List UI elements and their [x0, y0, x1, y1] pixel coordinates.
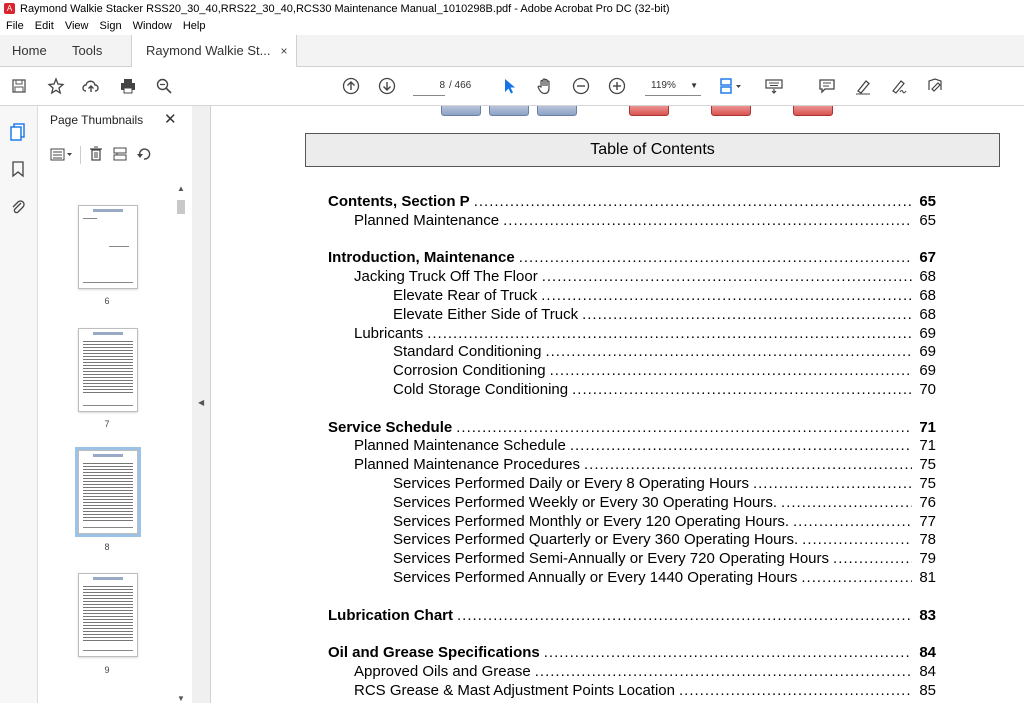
acrobat-icon: A — [4, 3, 15, 14]
toc-entry-page: 69 — [919, 343, 936, 361]
thumbnail-page-9[interactable] — [78, 573, 138, 657]
toc-entry-page: 69 — [919, 324, 936, 342]
toc-leader-dots — [793, 513, 912, 530]
page-total: / 466 — [449, 80, 472, 91]
toc-entry-page: 69 — [919, 362, 936, 380]
toc-leader-dots — [550, 362, 912, 379]
toc-entry-page: 79 — [919, 550, 936, 568]
scrollbar-thumb[interactable] — [177, 200, 185, 214]
zoom-in-icon[interactable] — [606, 76, 628, 96]
toc-entry-page: 77 — [919, 512, 936, 530]
toc-entry-page: 75 — [919, 475, 936, 492]
toc-entry-page: 83 — [919, 606, 936, 624]
toc-entry-page: 75 — [919, 456, 936, 474]
toc-leader-dots — [570, 437, 912, 454]
banner-button — [793, 106, 833, 116]
thumbnail-text-block — [83, 461, 133, 521]
toc-leader-dots — [833, 550, 912, 567]
page-layout-icon[interactable] — [717, 76, 745, 96]
close-icon[interactable]: × — [280, 44, 288, 58]
thumbnail-scrollbar[interactable] — [176, 184, 186, 703]
toc-entry[interactable] — [354, 456, 936, 473]
toc-leader-dots — [474, 193, 912, 210]
thumbnail-label: 8 — [104, 542, 110, 552]
banner-button — [711, 106, 751, 116]
toc-entry[interactable] — [354, 212, 936, 229]
toc-entry-title: Planned Maintenance Procedures — [354, 456, 580, 474]
highlight-pen-icon[interactable] — [852, 76, 874, 96]
toc-entry[interactable] — [393, 494, 936, 511]
delete-icon[interactable] — [88, 146, 104, 167]
zoom-search-icon[interactable] — [153, 76, 175, 96]
thumbnail-page-8[interactable] — [78, 450, 138, 534]
hand-tool-icon[interactable] — [534, 76, 556, 96]
toc-leader-dots — [519, 249, 912, 266]
toc-entry[interactable] — [328, 607, 936, 624]
toc-entry-title: Contents, Section P — [328, 193, 470, 210]
toc-leader-dots — [535, 663, 912, 680]
toc-leader-dots — [542, 268, 912, 285]
bookmark-icon[interactable] — [10, 160, 26, 183]
banner-button — [537, 106, 577, 116]
rotate-pages-icon[interactable] — [112, 146, 128, 167]
toc-entry[interactable] — [393, 381, 936, 398]
panel-splitter[interactable] — [192, 106, 211, 703]
toc-entry[interactable] — [328, 419, 936, 436]
chevron-down-icon: ▼ — [690, 81, 698, 90]
toc-entry-title: RCS Grease & Mast Adjustment Points Location — [354, 681, 675, 699]
navigation-banner — [441, 106, 861, 118]
toc-entry[interactable] — [328, 644, 936, 661]
upload-cloud-icon[interactable] — [80, 76, 102, 96]
toc-entry[interactable] — [354, 268, 936, 285]
toc-leader-dots — [457, 607, 912, 624]
toc-entry-page: 68 — [919, 268, 936, 286]
save-icon[interactable] — [8, 76, 30, 96]
toc-leader-dots — [582, 306, 912, 323]
menu-file[interactable]: File — [6, 20, 24, 32]
toc-leader-dots — [544, 644, 912, 661]
toc-entry-page: 81 — [919, 569, 936, 586]
menu-sign[interactable]: Sign — [99, 20, 122, 32]
toc-entry-page: 71 — [919, 418, 936, 436]
thumbnail-text-block — [83, 584, 133, 642]
toc-entry[interactable] — [328, 249, 936, 266]
toc-entry[interactable] — [393, 343, 936, 360]
toolbar-divider — [80, 146, 81, 164]
toc-header: Table of Contents — [305, 133, 1000, 167]
toc-entry[interactable] — [354, 663, 936, 680]
toc-leader-dots — [679, 682, 912, 699]
toc-leader-dots — [572, 381, 912, 398]
zoom-level-value: 119% — [651, 80, 676, 91]
thumbnail-banner — [93, 209, 123, 212]
star-icon[interactable] — [45, 76, 67, 96]
next-page-icon[interactable] — [376, 76, 398, 96]
thumbnail-banner — [93, 577, 123, 580]
select-cursor-icon[interactable] — [498, 76, 520, 96]
keyboard-icon[interactable] — [763, 76, 785, 96]
toc-entry[interactable] — [328, 193, 936, 210]
toc-leader-dots — [427, 325, 912, 342]
menu-edit[interactable]: Edit — [34, 20, 54, 32]
toc-entry-page: 65 — [919, 193, 936, 210]
toc-entry-page: 85 — [919, 681, 936, 699]
tab-document-label: Raymond Walkie St... — [146, 43, 271, 58]
banner-button — [441, 106, 481, 116]
tab-document[interactable] — [131, 35, 297, 67]
sign-icon[interactable] — [888, 76, 910, 96]
page-number-input[interactable]: 8 — [413, 77, 445, 96]
comment-icon[interactable] — [816, 76, 838, 96]
toc-leader-dots — [753, 475, 912, 492]
toc-entry[interactable] — [393, 475, 936, 492]
toc-leader-dots — [801, 569, 912, 586]
toc-leader-dots — [541, 287, 912, 304]
toc-entry-title: Cold Storage Conditioning — [393, 381, 569, 398]
panel-title: Page Thumbnails — [50, 113, 144, 127]
toc-leader-dots — [802, 531, 912, 548]
zoom-level-select[interactable] — [645, 77, 701, 96]
thumbnail-banner — [93, 332, 123, 335]
toc-entry[interactable] — [393, 550, 936, 567]
toc-entry-title: Services Performed Daily or Every 8 Operating Hours — [393, 475, 749, 492]
thumbnail-text-block — [83, 339, 133, 395]
toc-entry-page: 76 — [919, 493, 936, 511]
document-view[interactable] — [211, 106, 1024, 703]
toc-entry-page: 78 — [919, 531, 936, 549]
thumbnail-footer — [83, 282, 133, 283]
fill-sign-icon[interactable] — [924, 76, 946, 96]
chevron-up-icon[interactable]: ▲ — [177, 184, 185, 193]
toc-entry-title: Services Performed Quarterly or Every 360 Operating Hours. — [393, 531, 799, 549]
toc-entry-page: 84 — [919, 644, 936, 662]
page-thumbnails-icon[interactable] — [9, 122, 27, 147]
previous-page-icon[interactable] — [340, 76, 362, 96]
chevron-down-icon[interactable]: ▼ — [177, 694, 185, 703]
toc-entry-page: 71 — [919, 437, 936, 455]
attachment-icon[interactable] — [10, 198, 26, 221]
banner-button — [629, 106, 669, 116]
thumbnail-label: 6 — [104, 296, 110, 306]
toc-entry-title: Planned Maintenance Schedule — [354, 437, 566, 455]
toc-entry-page: 70 — [919, 381, 936, 398]
toc-entry-title: Services Performed Weekly or Every 30 Operating Hours. — [393, 493, 778, 511]
tab-home[interactable]: Home — [12, 43, 47, 58]
toc-entry-title: Corrosion Conditioning — [393, 362, 546, 380]
toc-entry[interactable] — [393, 531, 936, 548]
toc-entry-title: Standard Conditioning — [393, 343, 542, 361]
toc-entry[interactable] — [393, 287, 936, 304]
toc-entry[interactable] — [393, 513, 936, 530]
toc-leader-dots — [545, 343, 912, 360]
toc-leader-dots — [781, 494, 912, 511]
toc-entry-title: Lubrication Chart — [328, 606, 454, 624]
toc-entry-page: 65 — [919, 211, 936, 229]
thumbnail-text-line — [83, 218, 97, 219]
navigation-rail — [0, 106, 38, 703]
toc-entry[interactable] — [354, 325, 936, 342]
options-menu-icon[interactable] — [50, 148, 74, 167]
toc-entry[interactable] — [354, 682, 936, 699]
toc-entry-page: 67 — [919, 249, 936, 267]
print-icon[interactable] — [117, 76, 139, 96]
toc-entry-title: Service Schedule — [328, 418, 453, 436]
zoom-out-icon[interactable] — [570, 76, 592, 96]
thumbnail-footer — [83, 405, 133, 406]
toc-entry-title: Introduction, Maintenance — [328, 249, 515, 267]
banner-button — [489, 106, 529, 116]
toc-entry-page: 84 — [919, 663, 936, 680]
toc-entry-title: Approved Oils and Grease — [354, 663, 531, 680]
menu-bar — [0, 18, 1024, 35]
close-icon[interactable]: ✕ — [164, 111, 177, 128]
window-title: Raymond Walkie Stacker RSS20_30_40,RRS22_30_40,RCS30 Maintenance Manual_1010298B.pdf - Adobe Acrobat Pro DC (32-bit) — [20, 3, 670, 15]
page-thumbnails-panel — [38, 106, 193, 703]
toc-entry[interactable] — [393, 306, 936, 323]
title-bar — [0, 0, 1024, 18]
toc-entry-title: Lubricants — [354, 324, 424, 342]
toc-entry-title: Services Performed Semi-Annually or Every 720 Operating Hours — [393, 550, 830, 568]
toc-entry-title: Oil and Grease Specifications — [328, 644, 540, 662]
toolbar — [0, 67, 1024, 106]
thumbnail-page-6[interactable] — [78, 205, 138, 289]
toc-entry-page: 68 — [919, 287, 936, 304]
toc-entry-title: Services Performed Monthly or Every 120 Operating Hours. — [393, 512, 789, 530]
thumbnail-label: 7 — [104, 419, 110, 429]
toc-leader-dots — [456, 419, 912, 436]
undo-rotate-icon[interactable] — [136, 146, 152, 167]
thumbnail-footer — [83, 527, 133, 528]
toc-entry[interactable] — [393, 362, 936, 379]
tab-tools[interactable]: Tools — [72, 43, 103, 58]
thumbnail-banner — [93, 454, 123, 457]
toc-leader-dots — [584, 456, 912, 473]
tab-bar — [0, 35, 1024, 67]
toc-entry[interactable] — [393, 569, 936, 586]
menu-view[interactable]: View — [64, 20, 89, 32]
toc-entry[interactable] — [354, 437, 936, 454]
menu-window[interactable]: Window — [132, 20, 172, 32]
toc-entry-title: Planned Maintenance — [354, 211, 500, 229]
thumbnail-label: 9 — [104, 665, 110, 675]
toc-entry-title: Elevate Rear of Truck — [393, 287, 538, 304]
thumbnail-page-7[interactable] — [78, 328, 138, 412]
menu-help[interactable]: Help — [182, 20, 206, 32]
toc-leader-dots — [503, 212, 912, 229]
toc-entry-title: Services Performed Annually or Every 1440 Operating Hours — [393, 569, 798, 586]
thumbnail-footer — [83, 650, 133, 651]
collapse-panel-icon[interactable]: ◀ — [198, 398, 205, 407]
toc-entry-page: 68 — [919, 305, 936, 323]
thumbnail-text-line — [109, 246, 129, 247]
toc-entry-title: Jacking Truck Off The Floor — [354, 268, 538, 286]
toc-entry-title: Elevate Either Side of Truck — [393, 305, 579, 323]
